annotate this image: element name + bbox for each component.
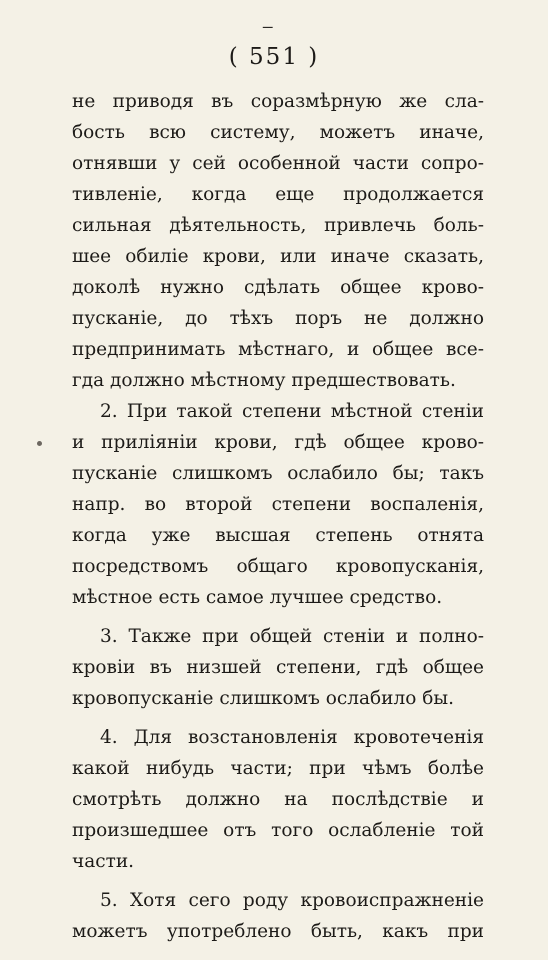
text-line: отнявши у сей особенной части сопро- [72, 153, 484, 174]
page-text [72, 86, 484, 947]
text-line: когда уже высшая степень отнята [72, 525, 484, 546]
text-line: произшедшее отъ того ослабленіе той [72, 820, 484, 841]
text-line: 4. Для возстановленія кровотеченія [100, 727, 484, 748]
text-line: сильная дѣятельность, привлечь боль- [72, 215, 484, 236]
text-line: бость всю систему, можетъ иначе, [72, 122, 484, 143]
text-line: посредствомъ общаго кровопусканія, [72, 556, 484, 577]
text-line: какой нибудь части; при чѣмъ болѣе [72, 758, 484, 779]
text-line: кровопусканіе слишкомъ ослабило бы. [72, 688, 454, 709]
text-line: шее обиліе крови, или иначе сказать, [72, 246, 484, 267]
paragraph-gap [72, 714, 484, 722]
margin-dot [37, 441, 42, 446]
text-line: пусканіе слишкомъ ослабило бы; такъ [72, 463, 484, 484]
text-line: можетъ употреблено быть, какъ при [72, 921, 484, 942]
text-line: не приводя въ соразмѣрную же сла- [72, 91, 484, 112]
text-line: напр. во второй степени воспаленія, [72, 494, 484, 515]
text-line: предпринимать мѣстнаго, и общее все- [72, 339, 484, 360]
text-line: и приліяніи крови, гдѣ общее крово- [72, 432, 484, 453]
text-line: кровіи въ низшей степени, гдѣ общее [72, 657, 484, 678]
text-line: доколѣ нужно сдѣлать общее крово- [72, 277, 484, 298]
text-line: 5. Хотя сего роду кровоиспражненіе [100, 890, 484, 911]
page-number: ( 551 ) [228, 44, 320, 70]
paragraph-gap [72, 613, 484, 621]
text-line: мѣстное есть самое лучшее средство. [72, 587, 443, 608]
text-line: тивленіе, когда еще продолжается [72, 184, 484, 205]
text-line: гда должно мѣстному предшествовать. [72, 370, 456, 391]
page-mark: ‒ [262, 16, 274, 37]
paragraph-gap [72, 877, 484, 885]
text-line: 2. При такой степени мѣстной стеніи [100, 401, 484, 422]
text-line: части. [72, 851, 135, 872]
text-line: 3. Также при общей стеніи и полно- [100, 626, 484, 647]
text-line: пусканіе, до тѣхъ поръ не должно [72, 308, 484, 329]
text-line: смотрѣть должно на послѣдствіе и [72, 789, 484, 810]
